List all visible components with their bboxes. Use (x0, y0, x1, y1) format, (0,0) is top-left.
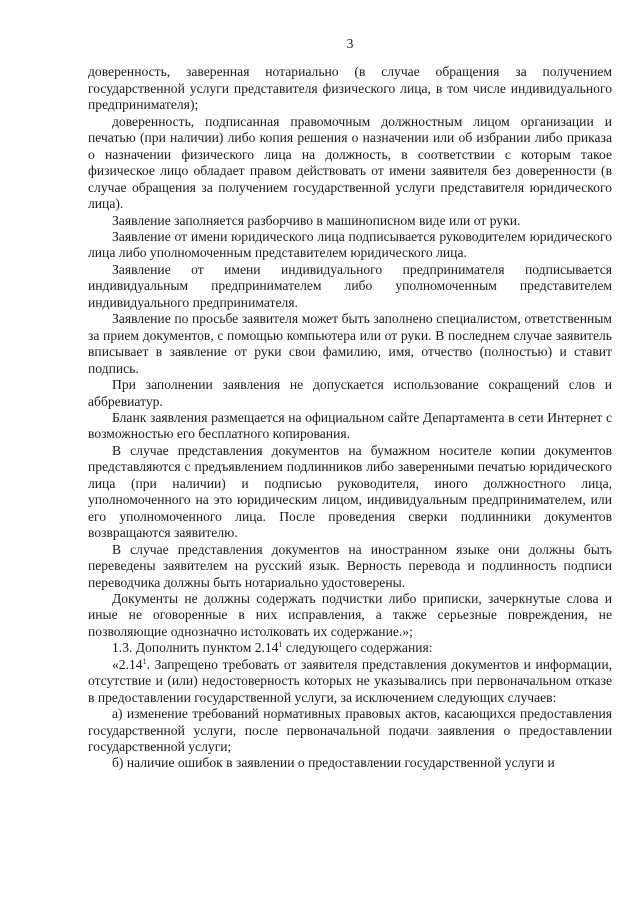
paragraph: доверенность, заверенная нотариально (в случае обращения за получением государственной услуги представителя физического лица, в том числе индивидуального предпринимателя); (88, 64, 612, 113)
paragraph: Бланк заявления размещается на официальном сайте Департамента в сети Интернет с возможностью его бесплатного копирования. (88, 409, 612, 442)
paragraph: В случае представления документов на бумажном носителе копии документов представляются с предъявлением подлинников либо заверенными печатью юридического лица (при наличии) и подписью руководителя, иного должностного лица, уполномоченного на это юридическим лицом, индивидуальным предпринимателем, или его уполномоченного лица. После проведения сверки подлинники документов возвращаются заявителю. (88, 442, 612, 541)
paragraph: Заявление по просьбе заявителя может быть заполнено специалистом, ответственным за прием документов, с помощью компьютера или от руки. В последнем случае заявитель вписывает в заявление от руки свои фамилию, имя, отчество (полностью) и ставит подпись. (88, 311, 612, 376)
document-page (88, 36, 612, 772)
page-number: 3 (346, 36, 354, 51)
amendment-item-1-3: 1.3. Дополнить пунктом 2.14$^1$ следующего содержания: (112, 640, 433, 656)
subclause-a: а) изменение требований нормативных правовых актов, касающихся предоставления государственной услуги, после первоначальной подачи заявления о предоставлении государственной услуги; (88, 706, 612, 755)
paragraph: Заявление заполняется разборчиво в машинописном виде или от руки. (112, 212, 521, 228)
subclause-b: б) наличие ошибок в заявлении о предоставлении государственной услуги и (112, 755, 555, 771)
paragraph: Заявление от имени юридического лица подписывается руководителем юридического лица либо уполномоченным представителем юридического лица. (88, 228, 612, 261)
clause-2-14-1: «2.14$^1$. Запрещено требовать от заявителя представления документов и информации, отсутствие и (или) недостоверность которых не указывались при первоначальном отказе в предоставлении государственной услуги, за исключением следующих случаев: (88, 656, 612, 705)
paragraph: Заявление от имени индивидуального предпринимателя подписывается индивидуальным предпринимателем либо уполномоченным представителем индивидуального предпринимателя. (88, 261, 612, 310)
paragraph: Документы не должны содержать подчистки либо приписки, зачеркнутые слова и иные не оговоренные в них исправления, а также серьезные повреждения, не позволяющие однозначно истолковать их содержание.»; (88, 590, 612, 639)
paragraph: В случае представления документов на иностранном языке они должны быть переведены заявителем на русский язык. Верность перевода и подлинность подписи переводчика должны быть нотариально удостоверены. (88, 541, 612, 590)
paragraph: При заполнении заявления не допускается использование сокращений слов и аббревиатур. (88, 377, 612, 409)
paragraph: доверенность, подписанная правомочным должностным лицом организации и печатью (при наличии) либо копия решения о назначении или об избрании либо приказа о назначении физического лица на должность, в соответствии с которым такое физическое лицо обладает правом действовать от имени заявителя без доверенности (в случае обращения за получением государственной услуги представителя юридического лица). (88, 113, 612, 212)
